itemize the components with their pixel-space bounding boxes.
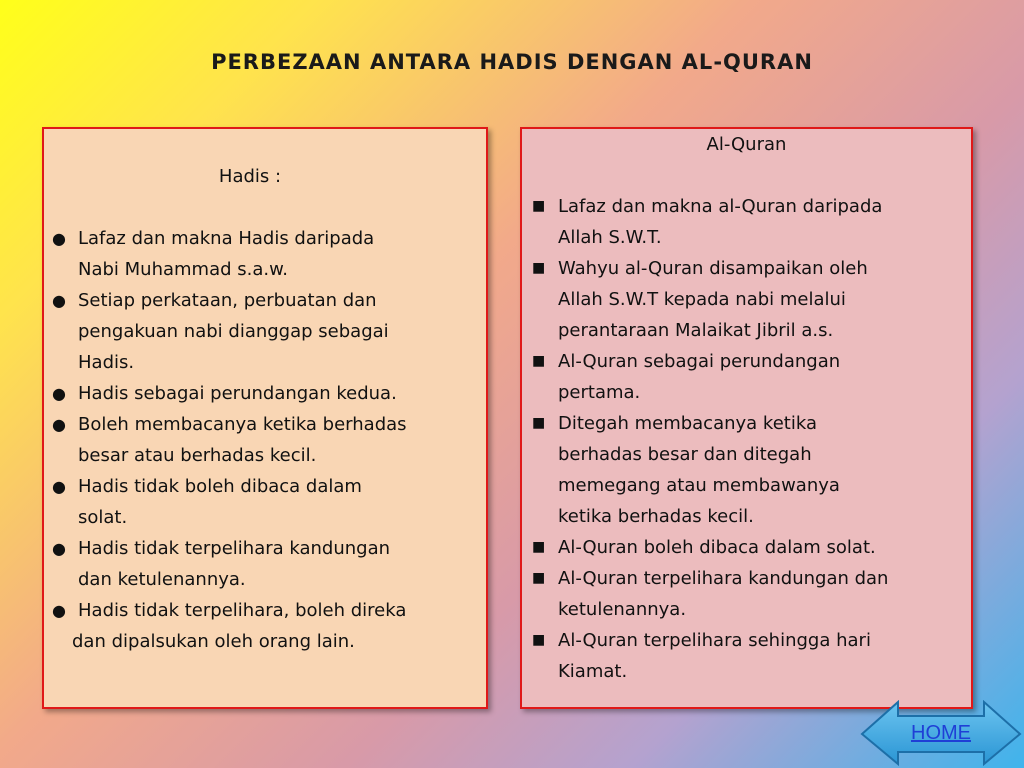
bullet-dot-icon: ●: [52, 384, 66, 403]
bullet-square-icon: ■: [532, 632, 546, 648]
bullet-square-icon: ■: [532, 198, 546, 214]
bullet-square-icon: ■: [532, 260, 546, 276]
bullet-dot-icon: ●: [52, 229, 66, 248]
al-quran-box: [520, 127, 973, 709]
bullet-square-icon: ■: [532, 415, 546, 431]
hadis-list: [44, 223, 486, 657]
list-item: ■ Wahyu al-Quran disampaikan oleh Allah S.W.T kepada nabi melalui perantaraan Malaikat Jibril a.s.: [522, 253, 971, 346]
list-item: ■ Al-Quran sebagai perundangan pertama.: [522, 346, 971, 408]
list-item: ● Hadis tidak boleh dibaca dalam solat.: [44, 471, 486, 533]
list-item: ■ Al-Quran boleh dibaca dalam solat.: [522, 532, 971, 563]
bullet-square-icon: ■: [532, 539, 546, 555]
hadis-heading: Hadis :: [218, 166, 282, 187]
list-item: ● Boleh membacanya ketika berhadas besar atau berhadas kecil.: [44, 409, 486, 471]
bullet-dot-icon: ●: [52, 477, 66, 496]
list-item: ■ Al-Quran terpelihara sehingga hari Kiamat.: [522, 625, 971, 687]
bullet-square-icon: ■: [532, 353, 546, 369]
al-quran-list: [522, 191, 971, 687]
hadis-box: [42, 127, 488, 709]
home-link[interactable]: HOME: [911, 722, 971, 744]
bullet-dot-icon: ●: [52, 291, 66, 310]
bullet-dot-icon: ●: [52, 539, 66, 558]
list-item: ■ Ditegah membacanya ketika berhadas besar dan ditegah memegang atau membawanya ketika berhadas kecil.: [522, 408, 971, 532]
list-item: ■ Al-Quran terpelihara kandungan dan ketulenannya.: [522, 563, 971, 625]
list-item: ■ Lafaz dan makna al-Quran daripada Allah S.W.T.: [522, 191, 971, 253]
list-item: ● Hadis sebagai perundangan kedua.: [44, 378, 486, 409]
slide-title: PERBEZAAN ANTARA HADIS DENGAN AL-QURAN: [211, 50, 813, 74]
list-item: ● Setiap perkataan, perbuatan dan pengakuan nabi dianggap sebagai Hadis.: [44, 285, 486, 378]
bullet-dot-icon: ●: [52, 601, 66, 620]
home-button[interactable]: [860, 700, 1022, 766]
list-item: ● Hadis tidak terpelihara kandungan dan ketulenannya.: [44, 533, 486, 595]
bullet-dot-icon: ●: [52, 415, 66, 434]
list-item: ● Hadis tidak terpelihara, boleh direka dan dipalsukan oleh orang lain.: [44, 595, 486, 657]
bullet-square-icon: ■: [532, 570, 546, 586]
al-quran-heading: Al-Quran: [706, 134, 787, 155]
list-item: ● Lafaz dan makna Hadis daripada Nabi Muhammad s.a.w.: [44, 223, 486, 285]
